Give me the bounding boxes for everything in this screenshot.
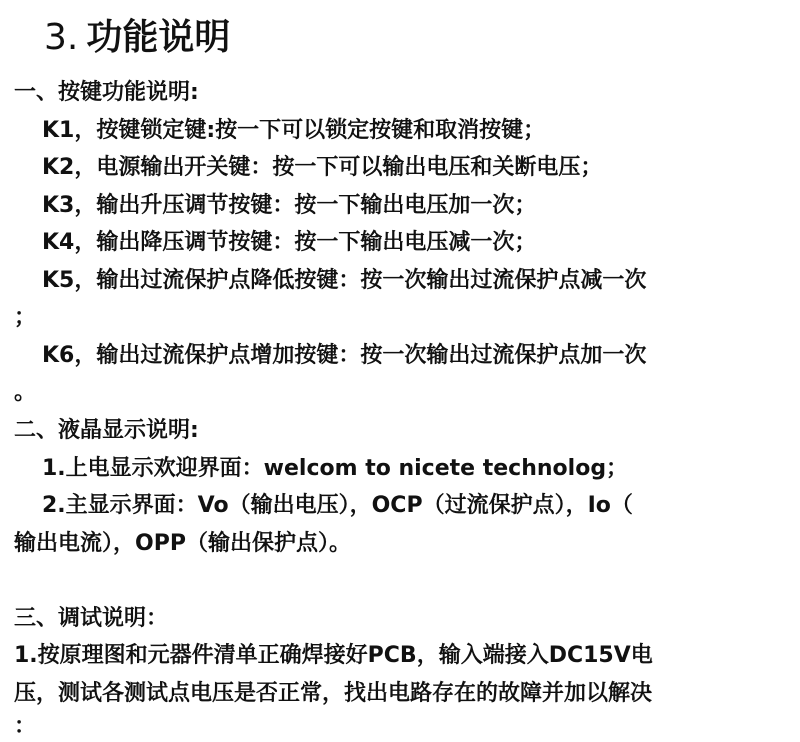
key-k1-description: K1，按键锁定键:按一下可以锁定按键和取消按键；: [42, 118, 546, 143]
section-number: 3.: [44, 17, 79, 58]
key-k5-description: K5，输出过流保护点降低按键：按一次输出过流保护点减一次: [42, 268, 647, 293]
debug-item-1-continued: 压，测试各测试点电压是否正常，找出电路存在的故障并加以解决: [14, 681, 653, 706]
key-k6-tail: 。: [14, 380, 37, 405]
key-k2-description: K2，电源输出开关键：按一下可以输出电压和关断电压；: [42, 155, 603, 180]
page-title: [44, 14, 230, 62]
lcd-item-2: 2.主显示界面：Vo（输出电压），OCP（过流保护点），Io（: [42, 493, 633, 518]
debug-heading: 三、调试说明：: [14, 606, 169, 631]
key-k6-description: K6，输出过流保护点增加按键：按一次输出过流保护点加一次: [42, 343, 647, 368]
key-k3-description: K3，输出升压调节按键：按一下输出电压加一次；: [42, 193, 537, 218]
debug-item-1: 1.按原理图和元器件清单正确焊接好PCB，输入端接入DC15V电: [14, 643, 653, 668]
keys-heading: 一、按键功能说明:: [14, 80, 199, 105]
debug-item-1-tail: ：: [14, 714, 37, 739]
key-k4-description: K4，输出降压调节按键：按一下输出电压减一次；: [42, 230, 537, 255]
section-title: 功能说明: [86, 17, 231, 58]
lcd-item-2-continued: 输出电流），OPP（输出保护点）。: [14, 531, 351, 556]
lcd-heading: 二、液晶显示说明:: [14, 418, 199, 443]
key-k5-tail: ；: [14, 305, 37, 330]
lcd-item-1: 1.上电显示欢迎界面：welcom to nicete technolog；: [42, 456, 629, 481]
